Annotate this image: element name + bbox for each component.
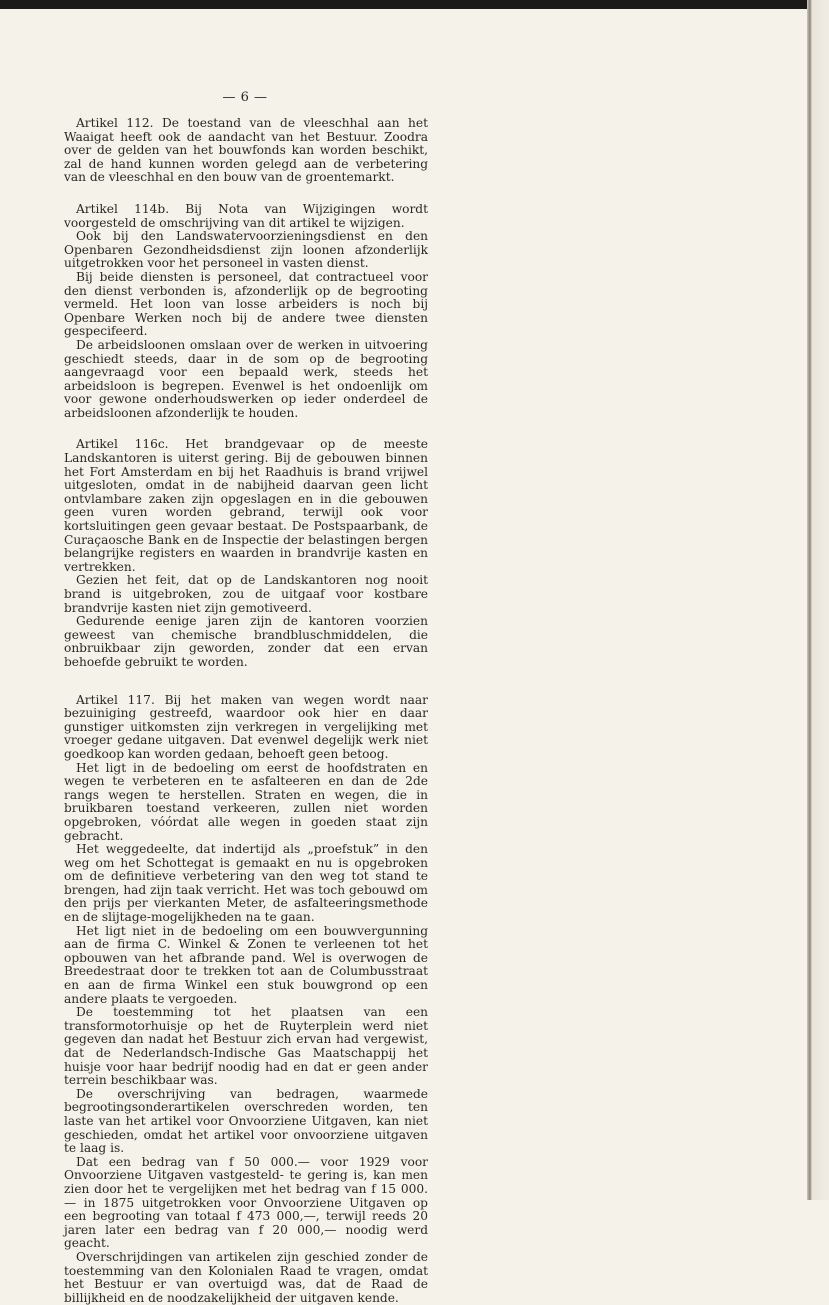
page-number: — 6 — — [222, 90, 268, 105]
scan-top-border — [0, 0, 829, 9]
section-artikel-112 — [64, 117, 428, 185]
paragraph: De arbeidsloonen omslaan over de werken in uitvoering geschiedt steeds, daar in de som op de begrooting aangevraagd voor een bepaald werk, steeds het arbeidsloon is begrepen. Evenwel is het ondoenlijk om voor gewone onderhoudswerken op ieder onderdeel de arbeidsloonen afzonderlijk te houden. — [64, 337, 428, 420]
paragraph: Bij beide diensten is personeel, dat contractueel voor den dienst verbonden is, afzonderlijk op de begrooting vermeld. Het loon van losse arbeiders is noch bij Openbare Werken noch bij de andere twee diensten gespecifeerd. — [64, 269, 428, 339]
paragraph: Ook bij den Landswatervoorzieningsdienst en den Openbaren Gezondheidsdienst zijn loonen afzonderlijk uitgetrokken voor het personeel in vasten dienst. — [64, 229, 428, 271]
paragraph: Het ligt in de bedoeling om eerst de hoofdstraten en wegen te verbeteren en te asfalteeren en dan de 2de rangs wegen te herstellen. Straten en wegen, die in bruikbaren toestand verkeeren, zullen niet worden opgebroken, vóórdat alle wegen in goeden staat zijn gebracht. — [64, 760, 428, 843]
paragraph: Het weggedeelte, dat indertijd als „proefstuk” in den weg om het Schottegat is gemaakt en nu is opgebroken om de definitieve verbetering van den weg tot stand te brengen, had zijn taak verricht. Het was toch gebouwd om den prijs per vierkanten Meter, de asfalteeringsmethode en de slijtage-mogelijkheden na te gaan. — [64, 842, 428, 925]
paragraph: Artikel 112. De toestand van de vleeschhal aan het Waaigat heeft ook de aandacht van het Bestuur. Zoodra over de gelden van het bouwfonds kan worden beschikt, zal de hand kunnen worden gelegd aan de verbetering van de vleeschhal en den bouw van de groentemarkt. — [64, 116, 428, 185]
section-artikel-116c — [64, 438, 428, 669]
paragraph: Artikel 116c. Het brandgevaar op de meeste Landskantoren is uiterst gering. Bij de gebouwen binnen het Fort Amsterdam en bij het Raadhuis is brand vrijwel uitgesloten, omdat in de nabijheid daarvan geen licht ontvlambare zaken zijn opgeslagen en in die gebouwen geen vuren worden gebrand, terwijl ook voor kortsluitingen geen gevaar bestaat. De Postspaarbank, de Curaçaosche Bank en de Inspectie der belastingen bergen belangrijke registers en waarden in brandvrije kasten en vertrekken. — [64, 437, 428, 574]
scan-page-edge — [807, 0, 829, 1200]
paragraph: Het ligt niet in de bedoeling om een bouwvergunning aan de firma C. Winkel & Zonen te verleenen tot het opbouwen van het afbrande pand. Wel is overwogen de Breedestraat door te trekken tot aan de Columbusstraat en aan de firma Winkel een stuk bouwgrond op een andere plaats te vergoeden. — [64, 923, 428, 1006]
paragraph: De overschrijving van bedragen, waarmede begrootingsonderartikelen overschreden worden, ten laste van het artikel voor Onvoorziene Uitgaven, kan niet geschieden, omdat het artikel voor onvoorziene uitgaven te laag is. — [64, 1086, 428, 1156]
document-body — [64, 117, 428, 1305]
paragraph: Overschrijdingen van artikelen zijn geschied zonder de toestemming van den Kolonialen Raad te vragen, omdat het Bestuur er van overtuigd was, dat de Raad de billijkheid en de noodzakelijkheid der uitgaven kende. — [64, 1249, 428, 1305]
section-artikel-117 — [64, 694, 428, 1305]
paragraph: Artikel 117. Bij het maken van wegen wordt naar bezuiniging gestreefd, waardoor ook hier en daar gunstiger uitkomsten zijn verkregen in vergelijking met vroeger gedane uitgaven. Dat evenwel degelijk werk niet goedkoop kan worden gedaan, behoeft geen betoog. — [64, 692, 428, 761]
paragraph: Dat een bedrag van f 50 000.— voor 1929 voor Onvoorziene Uitgaven vastgesteld- te gering is, kan men zien door het te vergelijken met het bedrag van f 15 000.— in 1875 uitgetrokken voor Onvoorziene Uitgaven op een begrooting van totaal f 473 000,—, terwijl reeds 20 jaren later een bedrag van f 20 000,— noodig werd geacht. — [64, 1154, 428, 1251]
paragraph: De toestemming tot het plaatsen van een transformotorhuisje op het de Ruyterplein werd niet gegeven dan nadat het Bestuur zich ervan had vergewist, dat de Nederlandsch-Indische Gas Maatschappij het huisje voor haar bedrijf noodig had en dat er geen ander terrein beschikbaar was. — [64, 1005, 428, 1088]
section-artikel-114b — [64, 203, 428, 421]
paragraph: Gezien het feit, dat op de Landskantoren nog nooit brand is uitgebroken, zou de uitgaaf voor kostbare brandvrije kasten niet zijn gemotiveerd. — [64, 573, 428, 615]
paragraph: Artikel 114b. Bij Nota van Wijzigingen wordt voorgesteld de omschrijving van dit artikel te wijzigen. — [64, 201, 428, 230]
paragraph: Gedurende eenige jaren zijn de kantoren voorzien geweest van chemische brandbluschmiddelen, die onbruikbaar zijn geworden, zonder dat een ervan behoefde gebruikt te worden. — [64, 614, 428, 669]
